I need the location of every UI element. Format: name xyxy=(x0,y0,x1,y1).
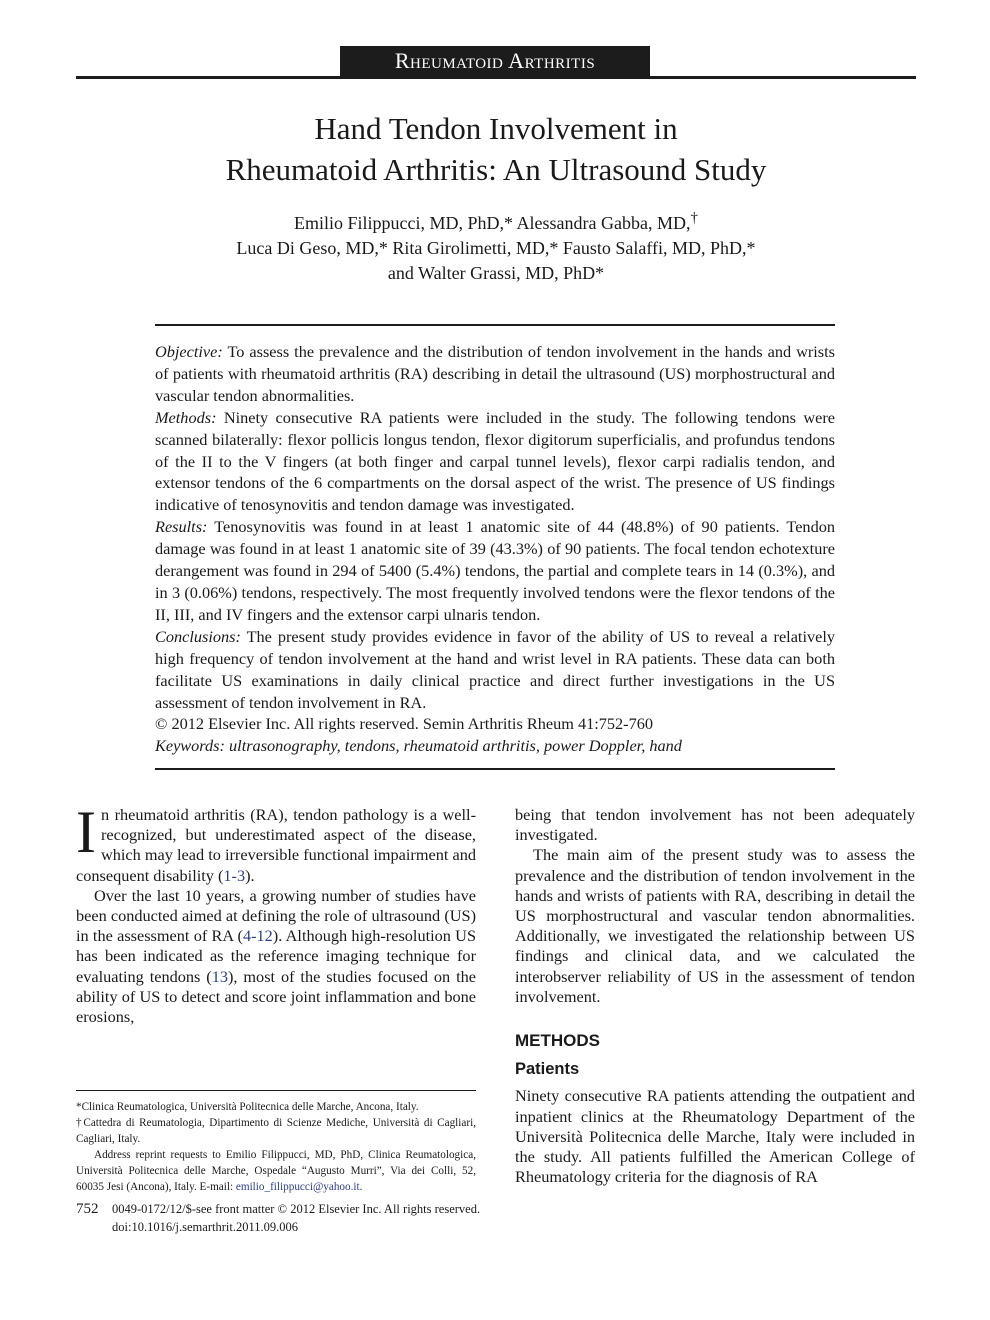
email-link[interactable]: emilio_filippucci@yahoo.it xyxy=(235,1181,360,1193)
objective-label: Objective: xyxy=(155,342,223,361)
abstract-objective xyxy=(155,341,835,407)
results-label: Results: xyxy=(155,517,208,537)
abstract xyxy=(155,341,835,757)
header-rule xyxy=(76,76,916,79)
doi: doi:10.1016/j.semarthrit.2011.09.006 xyxy=(112,1220,298,1234)
correspondence-text: Address reprint requests to Emilio Filippucci, MD, PhD, Clinica Reumatologica, Università Politecnica delle Marche, Ospedale “Augusto Murri”, Via dei Colli, 52, 60035 Jesi (Ancona), Italy. E-mail: xyxy=(76,1149,476,1193)
results-text: Tenosynovitis was found in at least 1 anatomic site of 44 (48.8%) of 90 patients. Tendon damage was found in at least 1 anatomic site of 39 (43.3%) of 90 patients. The focal tendon echotexture derangement was found in 294 of 5400 (5.4%) tendons, the partial and complete tears in 14 (0.3%), and in 3 (0.06%) tendons, respectively. The most frequently involved tendons were the flexor tendons of the II, III, and IV fingers and the extensor carpi ulnaris tendon. xyxy=(155,517,835,624)
footnote-affiliation-1: *Clinica Reumatologica, Università Politecnica delle Marche, Ancona, Italy. xyxy=(76,1101,419,1113)
intro-paragraph-4: The main aim of the present study was to assess the prevalence and the distribution of tendon involvement in the hands and wrists of patients with RA, describing in detail the US morphostructural and vascular tendon abnormalities. Additionally, we investigated the relationship between US findings and clinical data, and we calculated the interobserver reliability of US in the assessment of tendon involvement. xyxy=(515,845,915,1006)
footer-line-1 xyxy=(76,1200,616,1218)
footnote-affiliation-2: †Cattedra di Reumatologia, Dipartimento di Scienze Mediche, Università di Cagliari, Cagliari, Italy. xyxy=(76,1117,476,1145)
reference-link[interactable]: 13 xyxy=(211,966,228,986)
footnote-rule xyxy=(76,1090,476,1091)
authors-line-2: Luca Di Geso, MD,* Rita Girolimetti, MD,* Fausto Salaffi, MD, PhD,* xyxy=(236,238,756,258)
reference-link[interactable]: 4-12 xyxy=(242,926,273,946)
abstract-methods xyxy=(155,407,835,517)
title-line-1: Hand Tendon Involvement in xyxy=(314,111,678,146)
abstract-results xyxy=(155,516,835,626)
methods-heading: METHODS xyxy=(515,1031,600,1051)
authors-line-1: Emilio Filippucci, MD, PhD,* Alessandra Gabba, MD, xyxy=(294,213,691,233)
conclusions-label: Conclusions: xyxy=(155,626,241,646)
abstract-conclusions xyxy=(155,626,835,714)
intro-text: ), most of the studies focused on the ability of US to detect and score joint inflammation and bone erosions, xyxy=(76,966,476,1027)
keywords-label: Keywords: xyxy=(155,736,225,756)
body-column-right xyxy=(515,805,915,1187)
abstract-copyright: © 2012 Elsevier Inc. All rights reserved. Semin Arthritis Rheum 41:752-760 xyxy=(155,714,654,734)
keywords-text: ultrasonography, tendons, rheumatoid arthritis, power Doppler, hand xyxy=(224,736,682,756)
intro-paragraph-2 xyxy=(76,886,476,1027)
patients-heading: Patients xyxy=(515,1060,580,1079)
drop-cap: I xyxy=(76,799,96,865)
patients-paragraph: Ninety consecutive RA patients attending the outpatient and inpatient clinics at the Rheumatology Department of the Università Politecnica delle Marche, Italy were included in the study. All patients fulfilled the American College of Rheumatology criteria for the diagnosis of RA xyxy=(515,1086,915,1187)
intro-paragraph-3: being that tendon involvement has not been adequately investigated. xyxy=(515,805,915,845)
abstract-bottom-rule xyxy=(155,768,835,770)
footnote-correspondence xyxy=(76,1147,476,1195)
authors-line-3: and Walter Grassi, MD, PhD* xyxy=(387,263,605,283)
page-footer xyxy=(76,1200,616,1236)
intro-text: ). Although high-resolution US has been indicated as the reference imaging technique for evaluating tendons ( xyxy=(76,926,476,986)
intro-text: Over the last 10 years, a growing number of studies have been conducted aimed at defining the role of ultrasound (US) in the assessment of RA ( xyxy=(76,885,476,946)
issn-line: 0049-0172/12/$-see front matter © 2012 Elsevier Inc. All rights reserved. xyxy=(112,1202,481,1216)
correspondence-end: . xyxy=(359,1181,363,1193)
affiliation-mark: † xyxy=(690,210,698,226)
intro-text: ). xyxy=(245,865,255,885)
intro-paragraph-1 xyxy=(76,799,476,886)
intro-text: n rheumatoid arthritis (RA), tendon pathology is a well-recognized, but underestimated aspect of the disease, which may lead to irreversible functional impairment and consequent disability ( xyxy=(76,805,476,885)
author-list xyxy=(76,206,916,286)
methods-text: Ninety consecutive RA patients were included in the study. The following tendons were scanned bilaterally: flexor pollicis longus tendon, flexor digitorum superficialis, and profundus tendons of the II to the V fingers (at both finger and carpal tunnel levels), flexor carpi radialis tendon, and extensor tendons of the 6 compartments on the dorsal aspect of the wrist. The presence of US findings indicative of tenosynovitis and tendon damage was investigated. xyxy=(155,407,835,515)
abstract-top-rule xyxy=(155,324,835,326)
objective-text: To assess the prevalence and the distribution of tendon involvement in the hands and wrists of patients with rheumatoid arthritis (RA) describing in detail the ultrasound (US) morphostructural and vascular tendon abnormalities. xyxy=(155,342,835,405)
abstract-keywords xyxy=(155,735,835,757)
section-banner: Rheumatoid Arthritis xyxy=(340,46,650,76)
page-number: 752 xyxy=(76,1201,99,1217)
reference-link[interactable]: 1-3 xyxy=(223,865,246,885)
title-line-2: Rheumatoid Arthritis: An Ultrasound Study xyxy=(225,152,767,187)
methods-label: Methods: xyxy=(155,407,217,427)
footnotes xyxy=(76,1099,476,1195)
article-title xyxy=(76,108,916,190)
body-column-left xyxy=(76,799,476,1027)
conclusions-text: The present study provides evidence in favor of the ability of US to reveal a relatively high frequency of tendon involvement at the hand and wrist level in RA patients. These data can both facilitate US examinations in daily clinical practice and direct further investigations in the US assessment of tendon involvement in RA. xyxy=(155,626,835,712)
